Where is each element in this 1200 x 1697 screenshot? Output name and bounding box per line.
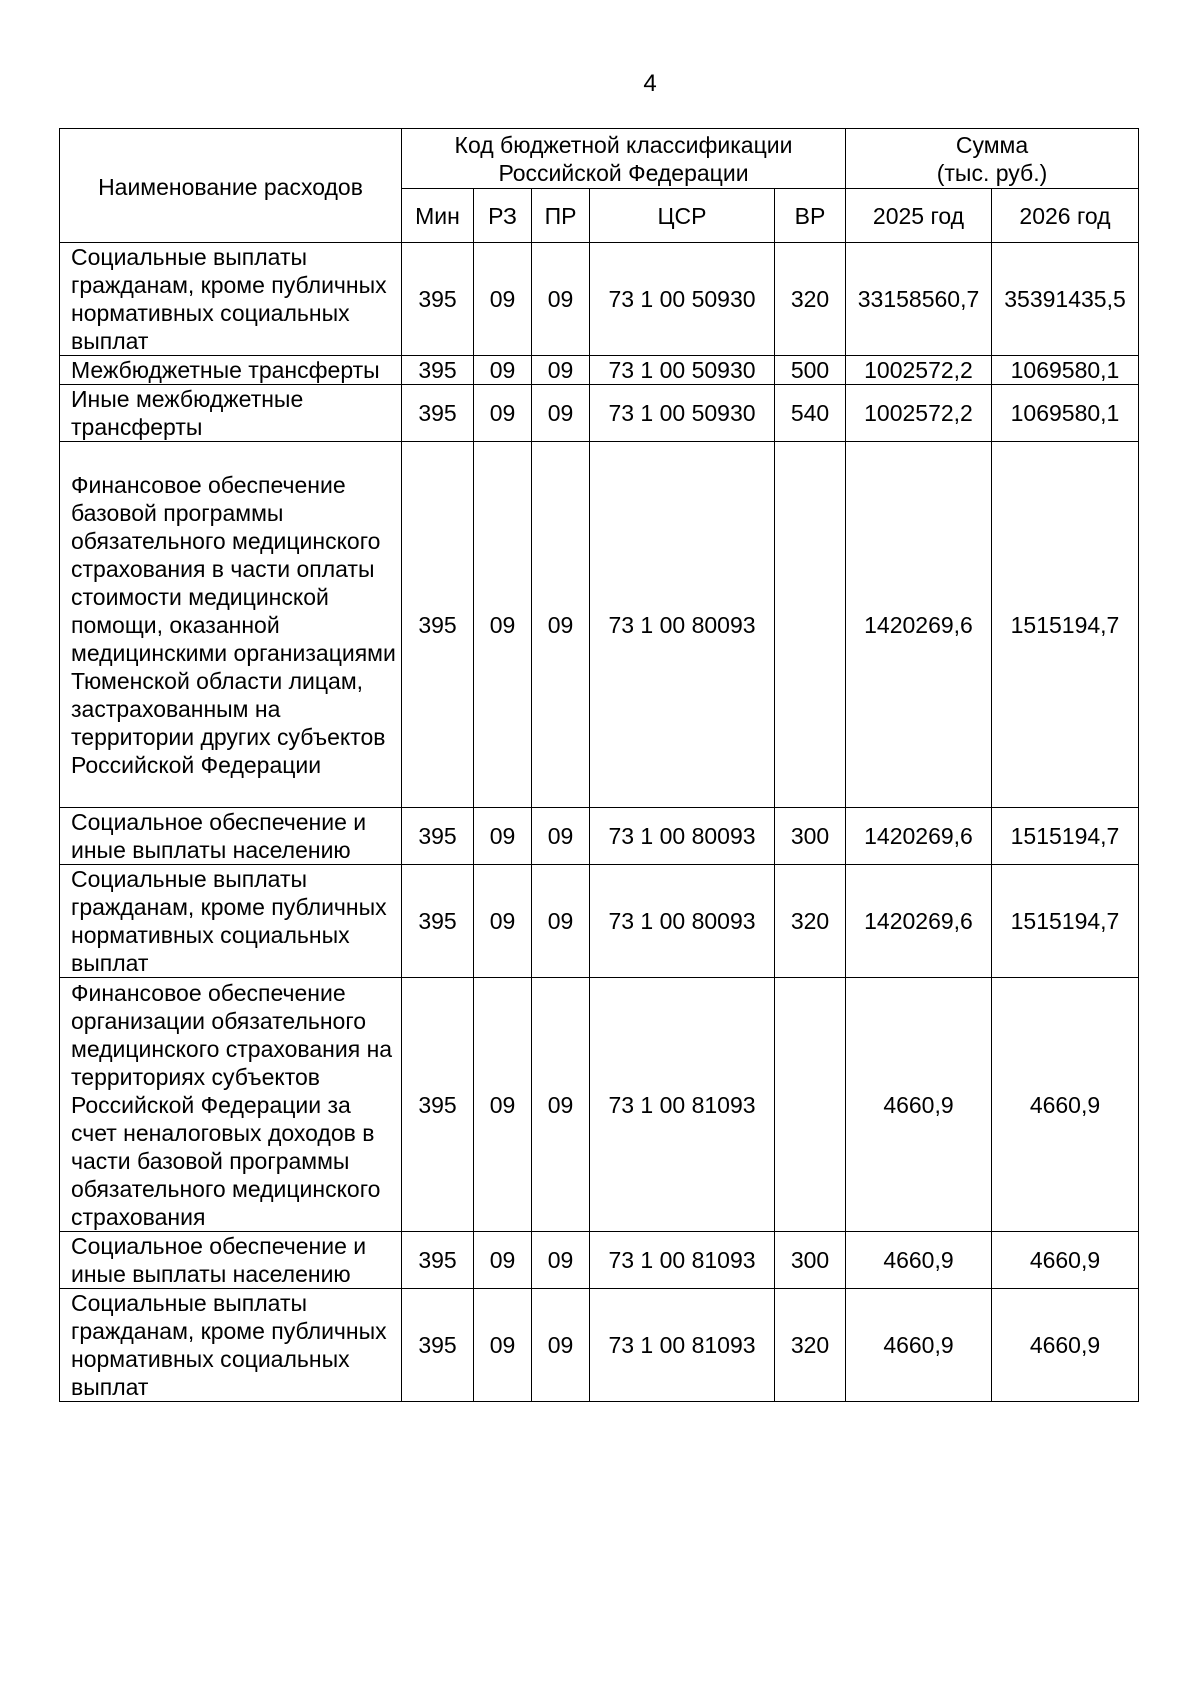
row-2025: 4660,9 (846, 978, 992, 1232)
row-name: Социальные выплаты гражданам, кроме публичных нормативных социальных выплат (60, 243, 402, 356)
row-vr: 540 (775, 385, 846, 442)
row-csr: 73 1 00 80093 (590, 808, 775, 865)
header-row-group (60, 129, 1139, 189)
header-rz: РЗ (474, 189, 532, 243)
row-pr: 09 (532, 1289, 590, 1402)
row-2025: 1002572,2 (846, 385, 992, 442)
table-row (60, 978, 1139, 1232)
header-code-line1: Код бюджетной классификации (454, 132, 793, 158)
row-csr: 73 1 00 50930 (590, 385, 775, 442)
row-rz: 09 (474, 978, 532, 1232)
row-rz: 09 (474, 1232, 532, 1289)
header-sum-group (846, 129, 1139, 189)
row-2026: 4660,9 (992, 1289, 1139, 1402)
table-row (60, 442, 1139, 808)
row-pr: 09 (532, 356, 590, 385)
row-csr: 73 1 00 50930 (590, 243, 775, 356)
row-name: Иные межбюджетные трансферты (60, 385, 402, 442)
row-2025: 4660,9 (846, 1289, 992, 1402)
page-number: 4 (643, 70, 657, 97)
header-2025: 2025 год (846, 189, 992, 243)
table-row (60, 1289, 1139, 1402)
row-min: 395 (402, 1232, 474, 1289)
row-vr: 320 (775, 1289, 846, 1402)
header-pr: ПР (532, 189, 590, 243)
header-sum-line2: (тыс. руб.) (936, 160, 1048, 186)
header-min: Мин (402, 189, 474, 243)
header-name: Наименование расходов (60, 129, 402, 243)
table-row (60, 243, 1139, 356)
budget-expenses-table (59, 128, 1139, 1402)
row-vr: 500 (775, 356, 846, 385)
row-min: 395 (402, 865, 474, 978)
table-row (60, 808, 1139, 865)
row-csr: 73 1 00 81093 (590, 1289, 775, 1402)
row-vr (775, 442, 846, 808)
row-2025: 1002572,2 (846, 356, 992, 385)
row-min: 395 (402, 442, 474, 808)
row-name: Социальное обеспечение и иные выплаты населению (60, 1232, 402, 1289)
row-2025: 1420269,6 (846, 865, 992, 978)
row-vr: 320 (775, 865, 846, 978)
row-rz: 09 (474, 385, 532, 442)
row-2025: 4660,9 (846, 1232, 992, 1289)
table-row (60, 1232, 1139, 1289)
row-min: 395 (402, 385, 474, 442)
row-pr: 09 (532, 385, 590, 442)
row-csr: 73 1 00 50930 (590, 356, 775, 385)
row-pr: 09 (532, 978, 590, 1232)
table-row (60, 385, 1139, 442)
row-rz: 09 (474, 1289, 532, 1402)
row-name: Межбюджетные трансферты (60, 356, 402, 385)
row-2026: 4660,9 (992, 978, 1139, 1232)
row-rz: 09 (474, 442, 532, 808)
row-min: 395 (402, 808, 474, 865)
row-name: Социальное обеспечение и иные выплаты населению (60, 808, 402, 865)
row-min: 395 (402, 356, 474, 385)
row-2026: 1515194,7 (992, 442, 1139, 808)
row-rz: 09 (474, 243, 532, 356)
row-2025: 1420269,6 (846, 808, 992, 865)
row-min: 395 (402, 978, 474, 1232)
row-csr: 73 1 00 81093 (590, 1232, 775, 1289)
row-name: Финансовое обеспечение организации обязательного медицинского страхования на территориях субъектов Российской Федерации за счет неналоговых доходов в части базовой программы обязательного медицинского страхования (60, 978, 402, 1232)
table-row (60, 865, 1139, 978)
row-csr: 73 1 00 80093 (590, 442, 775, 808)
header-code-line2: Российской Федерации (498, 160, 749, 186)
header-2026: 2026 год (992, 189, 1139, 243)
header-code-group (402, 129, 846, 189)
header-csr: ЦСР (590, 189, 775, 243)
row-rz: 09 (474, 356, 532, 385)
row-2026: 35391435,5 (992, 243, 1139, 356)
row-name: Социальные выплаты гражданам, кроме публичных нормативных социальных выплат (60, 1289, 402, 1402)
row-2026: 1069580,1 (992, 385, 1139, 442)
row-2026: 1515194,7 (992, 865, 1139, 978)
row-2026: 1515194,7 (992, 808, 1139, 865)
row-csr: 73 1 00 80093 (590, 865, 775, 978)
row-min: 395 (402, 243, 474, 356)
row-vr (775, 978, 846, 1232)
row-2026: 4660,9 (992, 1232, 1139, 1289)
row-csr: 73 1 00 81093 (590, 978, 775, 1232)
row-pr: 09 (532, 808, 590, 865)
row-name: Социальные выплаты гражданам, кроме публичных нормативных социальных выплат (60, 865, 402, 978)
row-2025: 1420269,6 (846, 442, 992, 808)
row-min: 395 (402, 1289, 474, 1402)
header-vr: ВР (775, 189, 846, 243)
row-2025: 33158560,7 (846, 243, 992, 356)
row-pr: 09 (532, 865, 590, 978)
row-pr: 09 (532, 442, 590, 808)
row-pr: 09 (532, 243, 590, 356)
row-2026: 1069580,1 (992, 356, 1139, 385)
table-row (60, 356, 1139, 385)
row-pr: 09 (532, 1232, 590, 1289)
row-name: Финансовое обеспечение базовой программы обязательного медицинского страхования в части оплаты стоимости медицинской помощи, оказанной медицинскими организациями Тюменской области лицам, застрахованным на территории других субъектов Российской Федерации (60, 442, 402, 808)
row-vr: 320 (775, 243, 846, 356)
row-vr: 300 (775, 808, 846, 865)
row-rz: 09 (474, 865, 532, 978)
header-sum-line1: Сумма (955, 132, 1029, 158)
row-vr: 300 (775, 1232, 846, 1289)
row-rz: 09 (474, 808, 532, 865)
